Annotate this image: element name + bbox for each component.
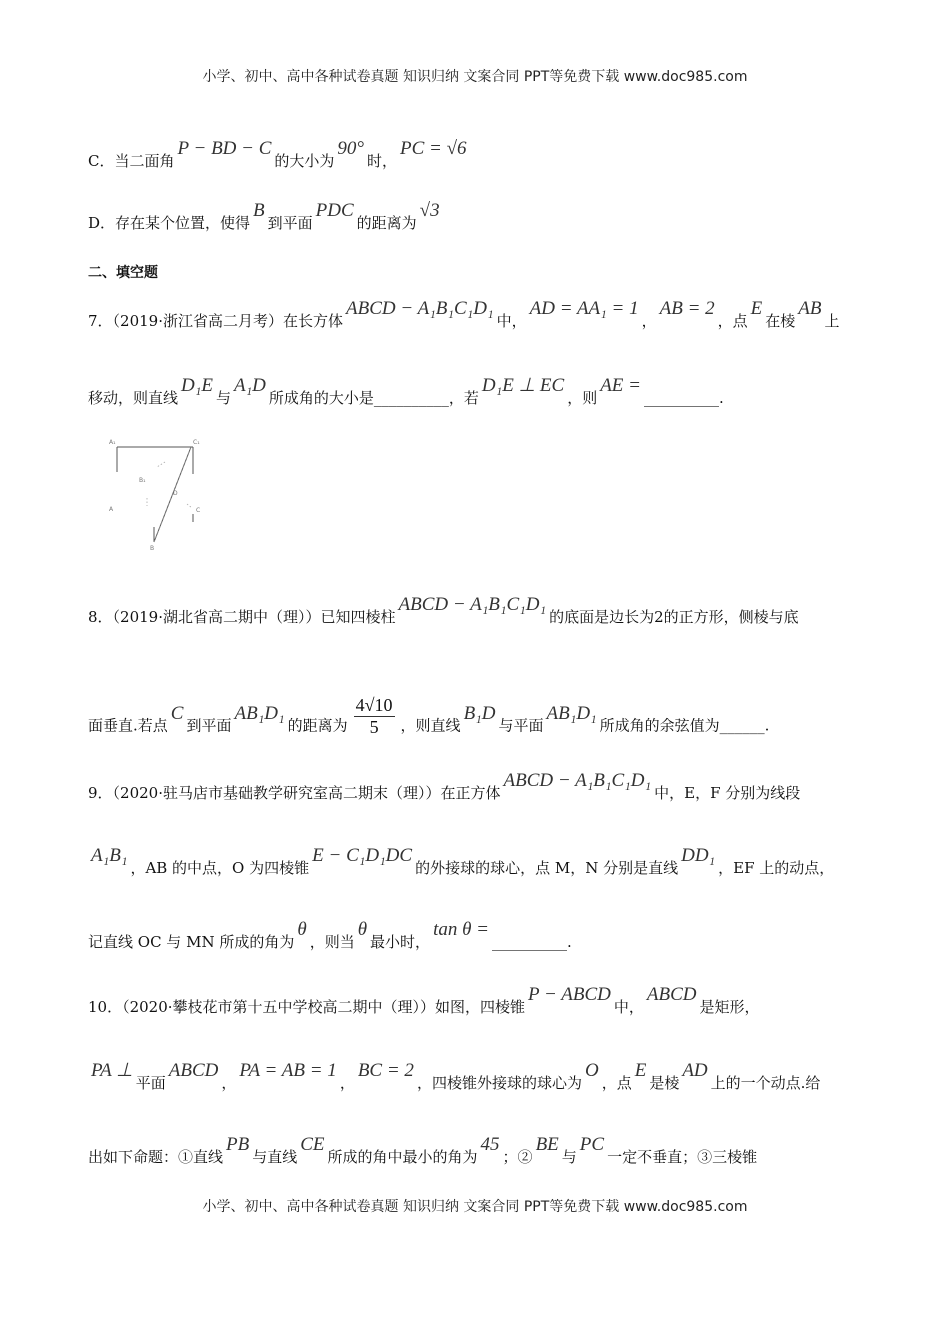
label-a1: A₁ — [109, 439, 116, 446]
math-expression: P − BD − C — [177, 138, 272, 159]
label-b1: B₁ — [139, 477, 146, 484]
math-expression: tan θ = — [433, 919, 489, 940]
text: 的底面是边长为2的正方形，侧棱与底 — [549, 608, 799, 626]
text: 9．（2020·驻马店市基础教学研究室高二期末（理））在正方体 — [88, 784, 501, 802]
fraction — [354, 695, 395, 738]
math-expression: A₁B₁ — [91, 845, 128, 866]
text: 上 — [824, 312, 840, 330]
text: 是棱 — [649, 1074, 680, 1092]
math-expression: AB — [798, 298, 822, 319]
math-expression: A₁D — [233, 375, 266, 396]
page-footer: 小学、初中、高中各种试卷真题 知识归纳 文案合同 PPT等免费下载 www.doc985.com — [202, 1199, 748, 1215]
text: ，点 — [601, 1074, 632, 1092]
text-line — [88, 200, 443, 234]
fraction-denominator: 5 — [369, 717, 379, 737]
math-expression: PB — [226, 1134, 250, 1155]
text: 面垂直.若点 — [88, 716, 168, 735]
text: ，AB 的中点，O 为四棱锥 — [130, 859, 310, 877]
text-line — [88, 298, 840, 332]
math-expression: DD₁ — [681, 845, 716, 866]
math-expression: ABCD − A₁B₁C₁D₁ — [503, 770, 652, 791]
text: 与 — [561, 1148, 577, 1166]
text: 的距离为 — [356, 214, 417, 232]
text: ， — [641, 312, 657, 330]
text: 出如下命题：①直线 — [88, 1148, 224, 1166]
text-line — [88, 984, 760, 1018]
text: ， — [339, 1074, 355, 1092]
text: 平面 — [135, 1074, 166, 1092]
text-line — [88, 695, 770, 748]
text: 在棱 — [765, 312, 796, 330]
cuboid-figure — [95, 432, 220, 557]
text: ， — [221, 1074, 237, 1092]
math-expression: AE = — [600, 375, 641, 396]
text: ，四棱锥外接球的球心为 — [416, 1074, 582, 1092]
text: 到平面 — [186, 716, 232, 735]
text: 8．（2019·湖北省高二期中（理））已知四棱柱 — [88, 608, 396, 626]
text: 的距离为 — [287, 716, 348, 735]
text: ；② — [502, 1148, 533, 1166]
math-expression: AB₁D₁ — [546, 702, 597, 724]
math-expression: θ — [357, 919, 368, 940]
text: 10．（2020·攀枝花市第十五中学校高二期中（理））如图，四棱锥 — [88, 998, 526, 1016]
math-expression: 90° — [337, 138, 365, 159]
text: ，则当 — [309, 933, 355, 951]
math-expression: PDC — [315, 200, 354, 221]
math-expression: PC — [579, 1134, 605, 1155]
text: 二、填空题 — [88, 265, 158, 281]
text: 所成角的大小是__________，若 — [268, 389, 479, 407]
math-expression: PA = AB = 1 — [239, 1060, 337, 1081]
text-line — [88, 845, 835, 879]
page-header: 小学、初中、高中各种试卷真题 知识归纳 文案合同 PPT等免费下载 www.doc985.com — [202, 69, 748, 85]
math-expression: √3 — [419, 200, 440, 221]
math-expression: BE — [535, 1134, 559, 1155]
math-expression: B₁D — [463, 702, 496, 724]
text: 与 — [215, 389, 231, 407]
label-c1: C₁ — [193, 439, 200, 446]
fraction-numerator: 4√10 — [355, 695, 393, 715]
text: 中， — [496, 312, 527, 330]
text: 是矩形， — [699, 998, 760, 1016]
text: 最小时， — [370, 933, 431, 951]
math-expression: AD — [682, 1060, 708, 1081]
text: D．存在某个位置，使得 — [88, 214, 251, 232]
label-c: C — [196, 507, 201, 514]
math-expression: CE — [300, 1134, 325, 1155]
text-line — [88, 375, 724, 409]
text: __________. — [644, 389, 724, 407]
math-expression: AD = AA₁ = 1 — [529, 298, 639, 319]
label-b: B — [150, 545, 155, 552]
text-line — [88, 1134, 758, 1168]
math-expression: E − C₁D₁DC — [312, 845, 413, 866]
math-expression: PA ⊥ — [91, 1060, 133, 1081]
text: 与平面 — [498, 716, 544, 735]
math-expression: PC = √6 — [400, 138, 467, 159]
text: ，EF 上的动点， — [718, 859, 835, 877]
math-expression: E — [634, 1060, 647, 1081]
math-expression: AB = 2 — [659, 298, 715, 319]
text-line — [88, 138, 470, 172]
label-d: D — [173, 490, 178, 497]
text: 上的一个动点.给 — [710, 1074, 821, 1092]
section-heading — [88, 262, 158, 282]
text: 所成的角中最小的角为 — [327, 1148, 478, 1166]
text: 与直线 — [252, 1148, 298, 1166]
math-expression: C — [170, 702, 184, 724]
math-expression: ABCD − A₁B₁C₁D₁ — [398, 594, 547, 615]
text: 时， — [367, 152, 398, 170]
math-expression: AB₁D₁ — [234, 702, 285, 724]
math-expression: ABCD — [646, 984, 697, 1005]
text: 所成角的余弦值为______. — [599, 716, 770, 735]
math-expression: D₁E — [181, 375, 213, 396]
text-line — [88, 770, 801, 804]
math-expression: B — [253, 200, 265, 221]
text: __________. — [492, 933, 572, 951]
math-expression: D₁E ⊥ EC — [481, 375, 565, 396]
text: ，则直线 — [400, 716, 461, 735]
math-expression: ABCD — [168, 1060, 219, 1081]
text-line — [88, 919, 572, 953]
text: 7．（2019·浙江省高二月考）在长方体 — [88, 312, 343, 330]
math-expression: 45 — [480, 1134, 500, 1155]
text: ，则 — [567, 389, 598, 407]
text: C．当二面角 — [88, 152, 175, 170]
text: ，点 — [717, 312, 748, 330]
text: 中， — [613, 998, 644, 1016]
text: 一定不垂直；③三棱锥 — [607, 1148, 758, 1166]
text: 的大小为 — [274, 152, 335, 170]
label-a: A — [109, 506, 114, 513]
math-expression: P − ABCD — [528, 984, 611, 1005]
text: 移动，则直线 — [88, 389, 179, 407]
math-expression: θ — [297, 919, 307, 940]
text-line — [88, 1060, 821, 1094]
text: 记直线 OC 与 MN 所成的角为 — [88, 933, 295, 951]
math-expression: ABCD − A₁B₁C₁D₁ — [346, 298, 494, 319]
text: 到平面 — [267, 214, 313, 232]
math-expression: E — [750, 298, 763, 319]
math-expression: O — [584, 1060, 599, 1081]
text: 中，E，F 分别为线段 — [654, 784, 801, 802]
text: 的外接球的球心，点 M，N 分别是直线 — [415, 859, 679, 877]
text-line — [88, 594, 799, 628]
math-expression: BC = 2 — [357, 1060, 414, 1081]
